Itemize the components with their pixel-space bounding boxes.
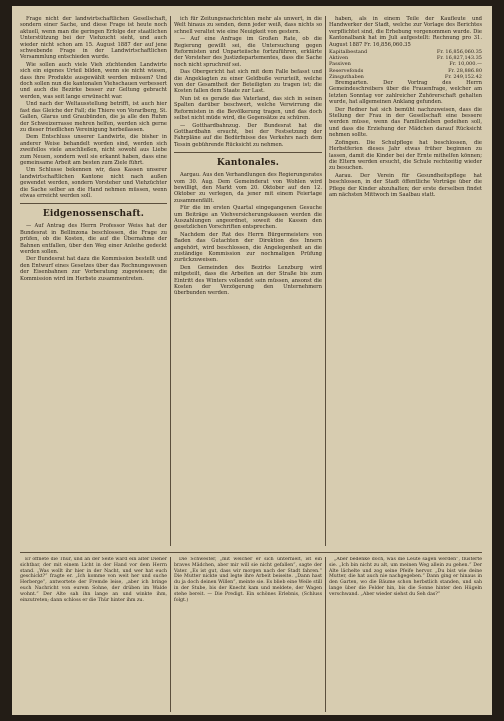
feuilleton-text: Er öffnete die Thür, und an der Seite ward ein alter Diener sichtbar, der mit einem Licht in der Hand vor dem Herrn stand. „Was wollt ihr hier in der Nacht, und wer hat euch geschickt?“ fragte er. „Ich komme von weit her und suche Herberge“, antwortete der Fremde leise, „aber ich bringe euch Nachricht von eurem Sohne, der drüben im Walde wohnt.“ Der Alte sah ihn lange an und winkte ihm, einzutreten; dann schloss er die Thür hinter ihm zu. <box>20 557 167 603</box>
article-paragraph: Den Gemeinden des Bezirks Lenzburg wird mitgeteilt, dass die Arbeiten an der Straße bis zum Eintritt des Winters vollendet sein müssen, ansonst die Kosten der Verzögerung den Unternehmern überbunden werden. <box>174 264 322 297</box>
article-paragraph: Aargau. Aus den Verhandlungen des Regierungsrates vom 30. Aug. Dem Gemeinderat von Wohlen wird bewilligt, den Markt vom 20. Oktober auf den 12. Oktober zu verlegen, da jener mit einem Feiertage zusammenfällt. <box>174 172 322 204</box>
column-rule <box>325 557 326 712</box>
financial-value: Fr. 16,827,143.35 <box>436 55 482 62</box>
column-right <box>329 16 482 199</box>
article-paragraph: — Gotthardbahnzug. Der Bundesrat hat die Gotthardbahn ersucht, bei der Festsetzung der Fahrpläne auf die Bedürfnisse des Verkehrs nach dem Tessin gebührende Rücksicht zu nehmen. <box>174 122 322 148</box>
newspaper-page <box>12 6 492 715</box>
feuilleton-column <box>329 557 482 598</box>
financial-label: Kapitalbestand <box>329 49 368 56</box>
article-paragraph: Um Schlusse bekennen wir, dass Kassen unserer landwirtschaftlichen Kantone nicht nach außen gewendet werden, sondern Vorsteher und Viehzüchter die Sache selber an die Hand nehmen müssen, wenn etwas erreicht werden soll. <box>20 167 167 199</box>
column-rule <box>325 16 326 546</box>
article-paragraph: Zofingen. Die Schulpflege hat beschlossen, die Herbstferien dieses Jahr etwas früher beginnen zu lassen, damit die Kinder bei der Ernte mithelfen können; die Eltern werden ersucht, die Schule rechtzeitig wieder zu besuchen. <box>329 139 482 172</box>
financial-table <box>329 49 482 80</box>
column-rule <box>170 16 171 546</box>
article-paragraph: Nun ist es gerade das Vaterland, das sich in seinen Spalten darüber beschwert, welche Verwirrung die Reformisten in die Bevölkerung tragen, und das doch selbst nicht müde wird, die Gegensätze zu schüren. <box>174 95 322 122</box>
column-left <box>20 16 167 283</box>
feuilleton-column <box>20 557 167 603</box>
feuilleton-column <box>174 557 322 603</box>
section-divider <box>174 152 322 153</box>
financial-value: Fr. 249,152.42 <box>444 73 482 80</box>
feuilleton-section <box>20 552 482 712</box>
financial-value: Fr. 28,886.80 <box>448 67 482 74</box>
column-rule <box>170 557 171 712</box>
feuilleton-text: „Aber bedenke doch, was die Leute sagen werden“, flüsterte sie. „Ich bin nicht zu alt, um meinen Weg allein zu gehen.“ Der Alte lächelte und zog seine Pfeife hervor. „Du bist wie deine Mutter, die hat auch nie nachgegeben.“ Dann ging er hinaus in den Garten, wo die Bäume schon herbstlich standen, und sah lange über die Felder hin, bis die Sonne hinter den Hügeln verschwand. „Aber wieder siehst du Seh das?“ <box>329 557 482 597</box>
article-paragraph: haben, als in einem Teile der Kaufleute und Handwerker der Stadt, welche zur Vorlage des Berichtes verpflichtet sind, die Erhebung vorgenommen wurde. Die Kantonalbank hat im Juli aufgestellt: Rechnung pro 31. August 1887 Fr. 16,856,060.35 <box>329 16 482 48</box>
article-paragraph: Aarau. Der Verein für Gesundheitspflege hat beschlossen, in der Stadt öffentliche Vorträge über die Pflege der Kinder abzuhalten; der erste derselben findet am nächsten Mittwoch im Saalbau statt. <box>329 172 482 198</box>
financial-value: Fr. 10,000.— <box>449 61 482 68</box>
section-title-kantonales: Kantonales. <box>216 158 280 169</box>
article-paragraph: Nachdem der Rat des Herrn Bürgermeisters von Baden das Gutachten der Direktion des Innern angehört, wird beschlossen, die Angelegenheit an die zuständige Kommission zur nochmaligen Prüfung zurückzuweisen. <box>174 231 322 264</box>
section-title-eidgenossenschaft: Eidgenossenschaft. <box>42 209 145 220</box>
article-paragraph: Bremgarten. Der Vortrag des Herrn Gemeindeschreibers über die Frauenfrage, welcher am letzten Sonntag vor zahlreicher Zuhörerschaft gehalten wurde, hat allgemeinen Anklang gefunden. <box>329 80 482 106</box>
financial-label: Aktiven <box>329 55 349 62</box>
article-paragraph: Das Obergericht hat sich mit dem Falle befasst und die Angeklagten zu einer Geldbuße verurteilt, welche von der Gesamtheit der Beteiligten zu tragen ist; die Kosten fallen dem Staate zur Last. <box>174 69 322 95</box>
article-paragraph: — Auf Antrag des Herrn Professor Weiss hat der Bundesrat in Bellinzona beschlossen, die Frage zu prüfen, ob die Kosten, die auf die Übernahme der Bahnen entfallen, über den Weg einer Anleihe gedeckt werden sollen. <box>20 223 167 255</box>
article-paragraph: Und nach der Weltausstellung betrifft, ist auch hier fast das Gleiche der Fall; die Thiere von Vorarlberg, St. Gallen, Glarus und Graubünden, die ja alle den Ruhm der Schweizerrasse mehren helfen, werden sich gerne zu dieser friedlichen Vereinigung herbeilassen. <box>20 101 167 133</box>
financial-label: Passiven <box>329 61 351 68</box>
financial-label: Zinsguthaben <box>329 73 364 80</box>
article-paragraph: Der Bundesrat hat dazu die Kommission bestellt und den Entwurf eines Gesetzes über das Rechnungswesen der Eisenbahnen zur Vorberatung zugewiesen; die Kommission wird im Herbste zusammentreten. <box>20 256 167 282</box>
section-divider <box>20 203 167 204</box>
article-paragraph: Frage nicht der landwirtschaftlichen Gesellschaft, sondern einer Sache, und diese Frage ist heute noch aktuell, wenn man die geringen Erfolge der staatlichen Unterstützung bei der Viehzucht sieht, und auch wieder nicht schon am 15. August 1887 der auf jene schwebende Frage in der Landwirtschaftlichen Versammlung entschieden wurde. <box>20 16 167 61</box>
article-paragraph: Wie sollen auch viele Vieh züchtenden Landwirte sich ein eigenes Urteil bilden, wenn sie nicht wissen, dass ihre Produkte ausgewählt werden müssen? Und doch sollen nun die kantonalen Viehschauen verbessert und auch die Bezirke besser zur Geltung gebracht werden, was seit lange erwünscht war. <box>20 61 167 100</box>
column-middle <box>174 16 322 298</box>
article-paragraph: Für die im ersten Quartal eingegangenen Gesuche um Beiträge an Viehversicherungskassen werden die Auszahlungen angeordnet, soweit die Kassen den gesetzlichen Vorschriften entsprechen. <box>174 205 322 231</box>
article-paragraph: Der Redner hat sich bemüht nachzuweisen, dass die Stellung der Frau in der Gesellschaft eine bessere werden müsse, wenn das Familienleben gedeihen soll, und dass die Erziehung der Mädchen darauf Rücksicht nehmen sollte. <box>329 106 482 139</box>
article-paragraph: — Auf eine Anfrage im Großen Rate, ob die Regierung gewillt sei, die Untersuchung gegen Reformisten und Unparteiische fortzuführen, erklärte der Vorsteher des Justizdepartementes, dass die Sache noch nicht spruchreif sei. <box>174 36 322 68</box>
article-paragraph: ich für Zeitungsnachrichten mehr als unwert, in die Welt hinaus zu senden, denn jeder weiß, dass nichts so schnell veraltet wie eine Neuigkeit von gestern. <box>174 16 322 35</box>
article-paragraph: Dem Entschluss unserer Landwirte, die bisher in anderer Weise behandelt worden sind, werden sich zweifellos viele anschließen, nicht sowohl aus Liebe zum Neuen, sondern weil sie erkannt haben, dass eine gemeinsame Arbeit am besten zum Ziele führt. <box>20 134 167 166</box>
feuilleton-text: Die Schwester, „mit welcher er sich unterhielt, ist ein braves Mädchen, aber mir will sie nicht gefallen“, sagte der Vater. „Es ist gut, dass wir morgen nach der Stadt fahren.“ Die Mutter nickte und legte ihre Arbeit beiseite. „Dann hast du ja doch deinen Willen“, meinte sie. Es blieb eine Weile still in der Stube, bis der Knecht kam und meldete, der Wagen stehe bereit. — Die Predigt. Ein schönes Erlebnis, (Schluss folgt.) <box>174 557 322 603</box>
financial-label: Reservefonds <box>329 67 364 74</box>
financial-value: Fr. 16,856,060.35 <box>436 49 482 56</box>
